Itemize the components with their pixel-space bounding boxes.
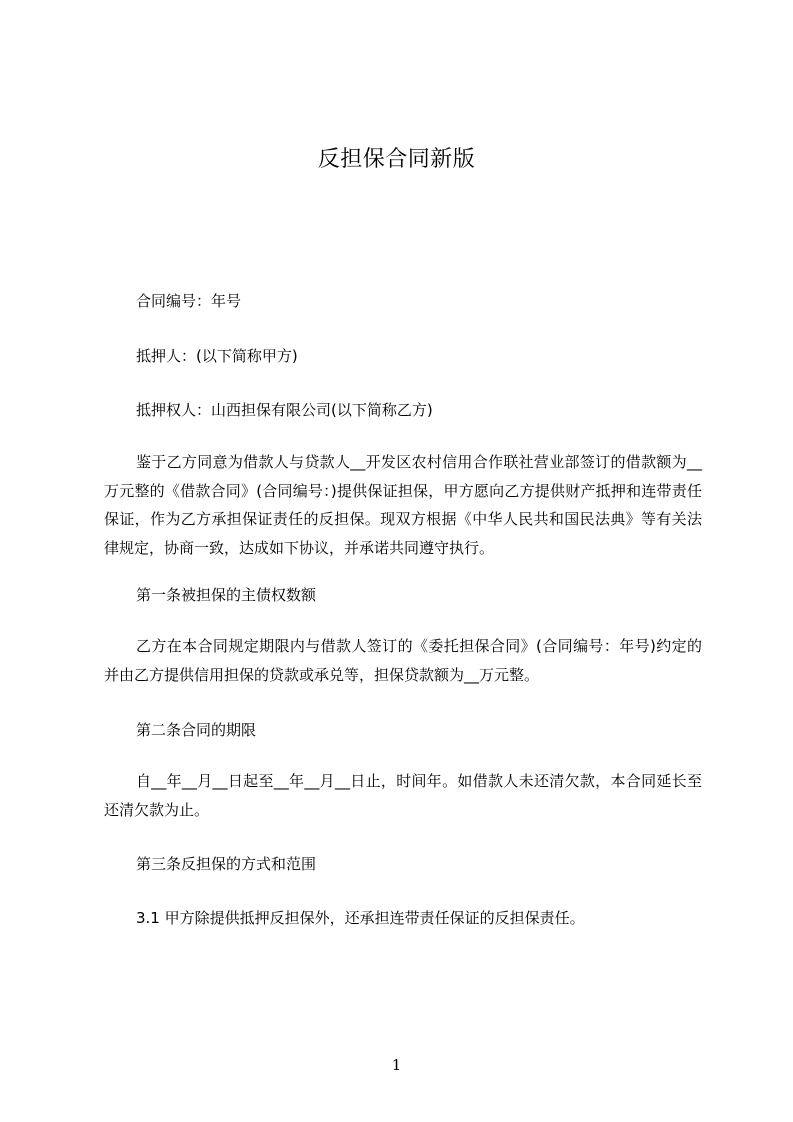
article-2-heading: 第二条合同的期限 bbox=[136, 721, 257, 739]
article-2-body: 自__年__月__日起至__年__月__日止，时间年。如借款人未还清欠款，本合同延长至还清欠款为止。 bbox=[104, 772, 702, 819]
pledgor-line: 抵押人：(以下简称甲方) bbox=[136, 347, 298, 365]
article-1-heading: 第一条被担保的主债权数额 bbox=[136, 586, 317, 604]
clause-3-1: 3.1 甲方除提供抵押反担保外，还承担连带责任保证的反担保责任。 bbox=[136, 909, 585, 927]
preamble-paragraph: 鉴于乙方同意为借款人与贷款人__开发区农村信用合作联社营业部签订的借款额为__万元整的《借款合同》(合同编号：)提供保证担保，甲方愿向乙方提供财产抵押和连带责任保证，作为乙方承担保证责任的反担保。现双方根据《中华人民共和国民法典》等有关法律规定，协商一致，达成如下协议，并承诺共同遵守执行。 bbox=[104, 453, 702, 557]
document-title: 反担保合同新版 bbox=[317, 147, 476, 172]
article-1-body: 乙方在本合同规定期限内与借款人签订的《委托担保合同》(合同编号：年号)约定的并由乙方提供信用担保的贷款或承兑等，担保贷款额为__万元整。 bbox=[104, 637, 702, 684]
contract-number: 合同编号：年号 bbox=[136, 292, 242, 310]
page-number: 1 bbox=[391, 1056, 402, 1074]
pledgee-line: 抵押权人：山西担保有限公司(以下简称乙方) bbox=[136, 401, 433, 419]
article-3-heading: 第三条反担保的方式和范围 bbox=[136, 855, 317, 873]
